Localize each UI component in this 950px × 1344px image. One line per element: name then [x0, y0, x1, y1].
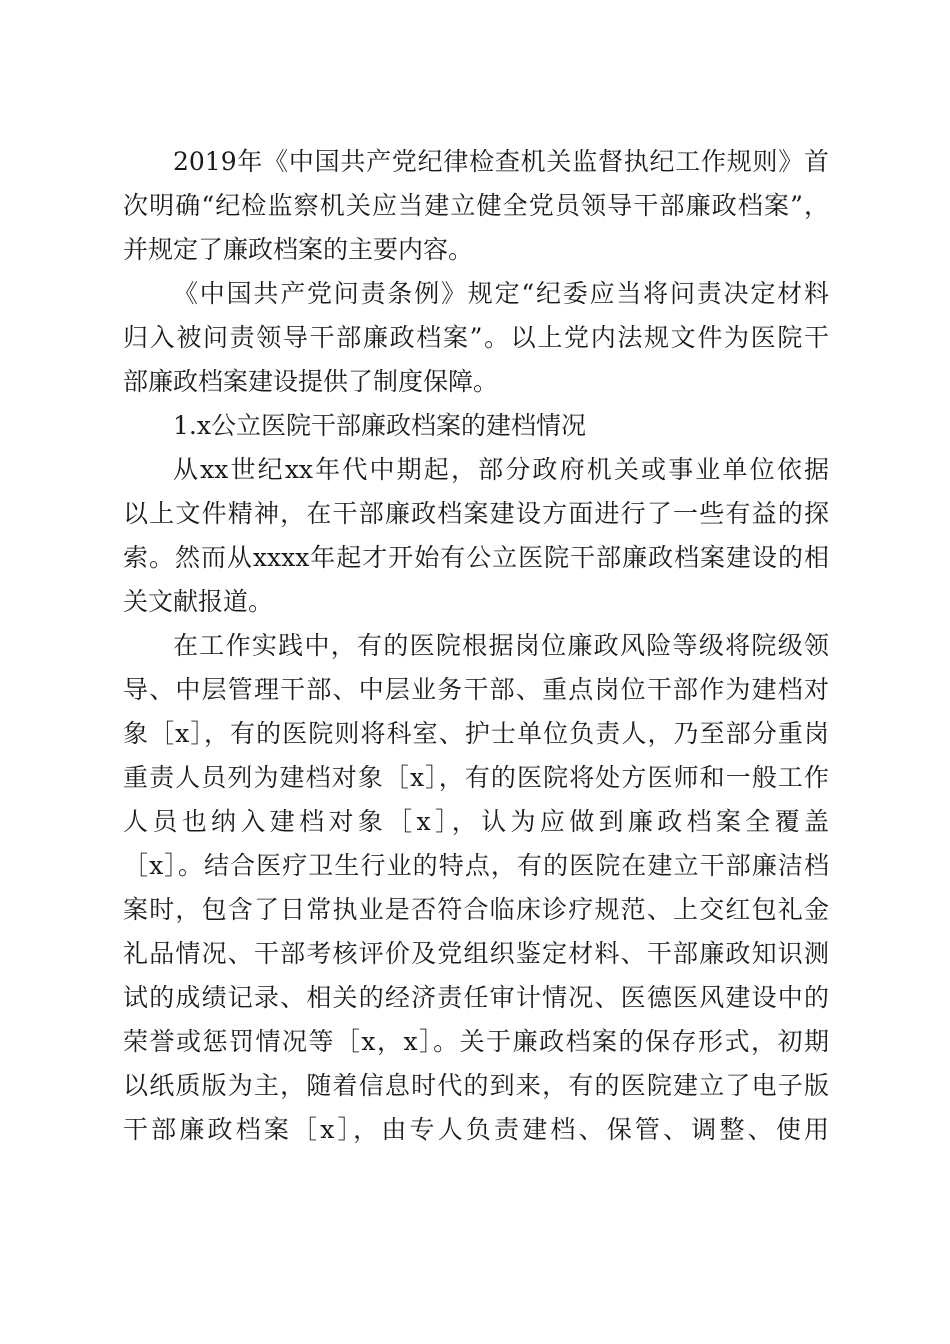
text-line: 导、中层管理干部、中层业务干部、重点岗位干部作为建档对: [123, 675, 829, 704]
paragraph: [123, 404, 829, 448]
text-line: 礼品情况、干部考核评价及党组织鉴定材料、干部廉政知识测: [123, 939, 829, 968]
text-line: 索。然而从xxxx年起才开始有公立医院干部廉政档案建设的相: [123, 543, 829, 572]
text-line: 荣誉或惩罚情况等［x，x］。关于廉政档案的保存形式，初期: [123, 1027, 829, 1056]
text-line: 以纸质版为主，随着信息时代的到来，有的医院建立了电子版: [123, 1071, 829, 1100]
paragraph: [123, 272, 829, 404]
text-line: 重责人员列为建档对象［x］，有的医院将处方医师和一般工作: [123, 763, 829, 792]
text-line: 人员也纳入建档对象［x］，认为应做到廉政档案全覆盖: [123, 807, 829, 836]
text-line: 2019年《中国共产党纪律检查机关监督执纪工作规则》首: [173, 147, 829, 176]
paragraph: [123, 140, 829, 272]
text-line: 干部廉政档案［x］，由专人负责建档、保管、调整、使用: [123, 1115, 829, 1144]
text-line: ［x］。结合医疗卫生行业的特点，有的医院在建立干部廉洁档: [123, 851, 829, 880]
text-line: 并规定了廉政档案的主要内容。: [123, 235, 474, 264]
text-line: 案时，包含了日常执业是否符合临床诊疗规范、上交红包礼金: [123, 895, 829, 924]
text-line: 象［x］，有的医院则将科室、护士单位负责人，乃至部分重岗: [123, 719, 829, 748]
text-line: 在工作实践中，有的医院根据岗位廉政风险等级将院级领: [173, 631, 829, 660]
text-line: 次明确“纪检监察机关应当建立健全党员领导干部廉政档案”，: [123, 191, 829, 220]
text-line: 试的成绩记录、相关的经济责任审计情况、医德医风建设中的: [123, 983, 829, 1012]
text-line: 归入被问责领导干部廉政档案”。以上党内法规文件为医院干: [123, 323, 829, 352]
paragraph: [123, 624, 829, 1152]
text-line: 部廉政档案建设提供了制度保障。: [123, 367, 499, 396]
text-line: 《中国共产党问责条例》规定“纪委应当将问责决定材料: [173, 279, 829, 308]
document-page: [123, 140, 829, 1152]
text-line: 从xx世纪xx年代中期起，部分政府机关或事业单位依据: [173, 455, 829, 484]
text-line: 1.x公立医院干部廉政档案的建档情况: [173, 411, 586, 440]
text-line: 以上文件精神，在干部廉政档案建设方面进行了一些有益的探: [123, 499, 829, 528]
text-line: 关文献报道。: [123, 587, 274, 616]
paragraph: [123, 448, 829, 624]
